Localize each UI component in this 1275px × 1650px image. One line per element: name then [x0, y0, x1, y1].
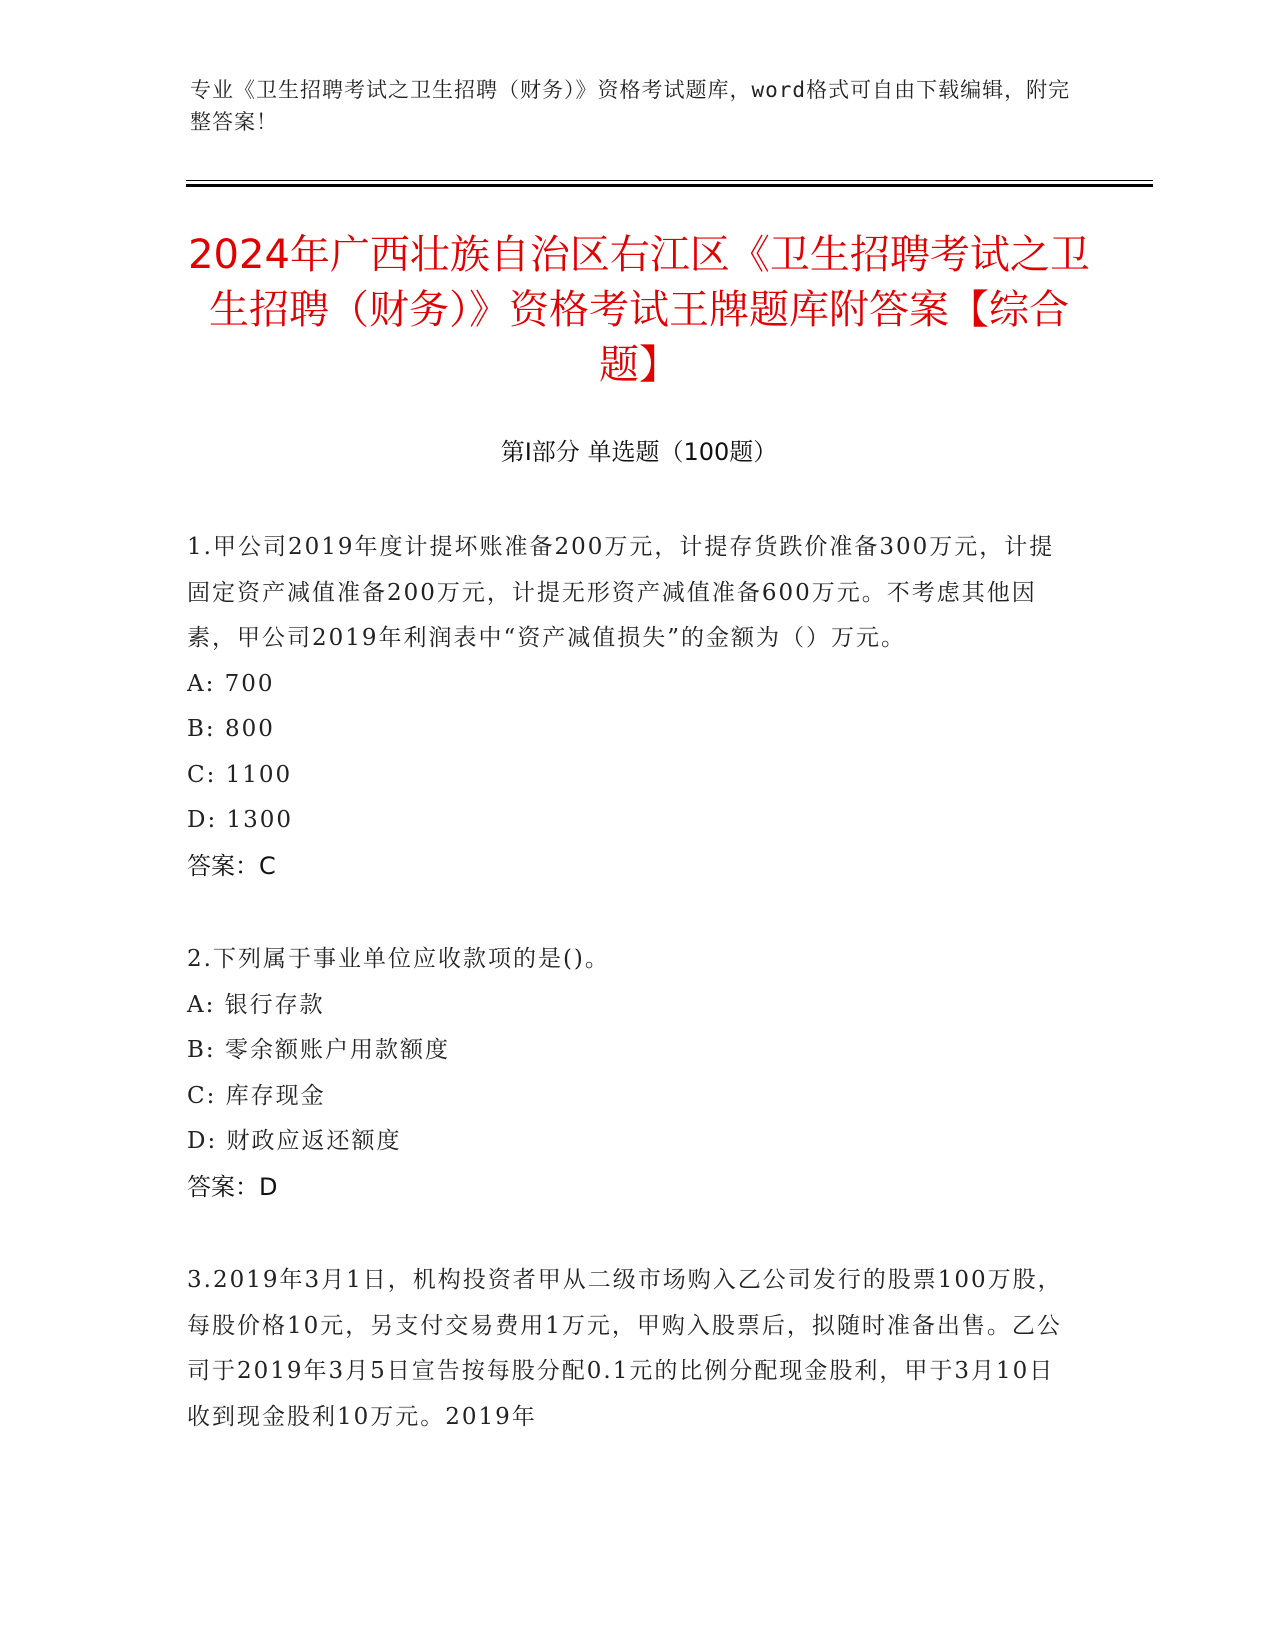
document-title: 2024年广西壮族自治区右江区《卫生招聘考试之卫生招聘（财务）》资格考试王牌题库附答案【综合题】 — [188, 232, 1090, 388]
question-1 — [187, 525, 1067, 889]
answer: 答案：C — [187, 851, 276, 880]
header-divider-thin — [186, 180, 1153, 181]
option-a: A: 银行存款 — [187, 991, 325, 1018]
question-3 — [187, 1258, 1067, 1440]
option-a: A: 700 — [187, 670, 275, 697]
question-text: 2.下列属于事业单位应收款项的是()。 — [187, 946, 610, 972]
option-c: C: 库存现金 — [187, 1082, 326, 1109]
option-b: B: 零余额账户用款额度 — [187, 1037, 450, 1063]
answer: 答案：D — [187, 1172, 278, 1201]
question-text: 1.甲公司2019年度计提坏账准备200万元，计提存货跌价准备300万元，计提固定资产减值准备200万元，计提无形资产减值准备600万元。不考虑其他因素，甲公司2019年利润表中“资产减值损失”的金额为（）万元。 — [187, 534, 1055, 651]
question-2 — [187, 937, 1067, 1210]
option-b: B: 800 — [187, 716, 275, 742]
section-title: 第Ⅰ部分 单选题（100题） — [500, 438, 778, 466]
option-d: D: 财政应返还额度 — [187, 1128, 402, 1154]
header-divider-thick — [186, 184, 1153, 187]
question-list — [187, 525, 1067, 1488]
question-text: 3.2019年3月1日，机构投资者甲从二级市场购入乙公司发行的股票100万股，每股价格10元，另支付交易费用1万元，甲购入股票后，拟随时准备出售。乙公司于2019年3月5日宣告按每股分配0.1元的比例分配现金股利，甲于3月10日收到现金股利10万元。2019年 — [187, 1267, 1063, 1430]
option-c: C: 1100 — [187, 761, 293, 788]
option-d: D: 1300 — [187, 807, 294, 833]
header-note: 专业《卫生招聘考试之卫生招聘（财务）》资格考试题库，word格式可自由下载编辑，附完整答案！ — [190, 78, 1071, 134]
